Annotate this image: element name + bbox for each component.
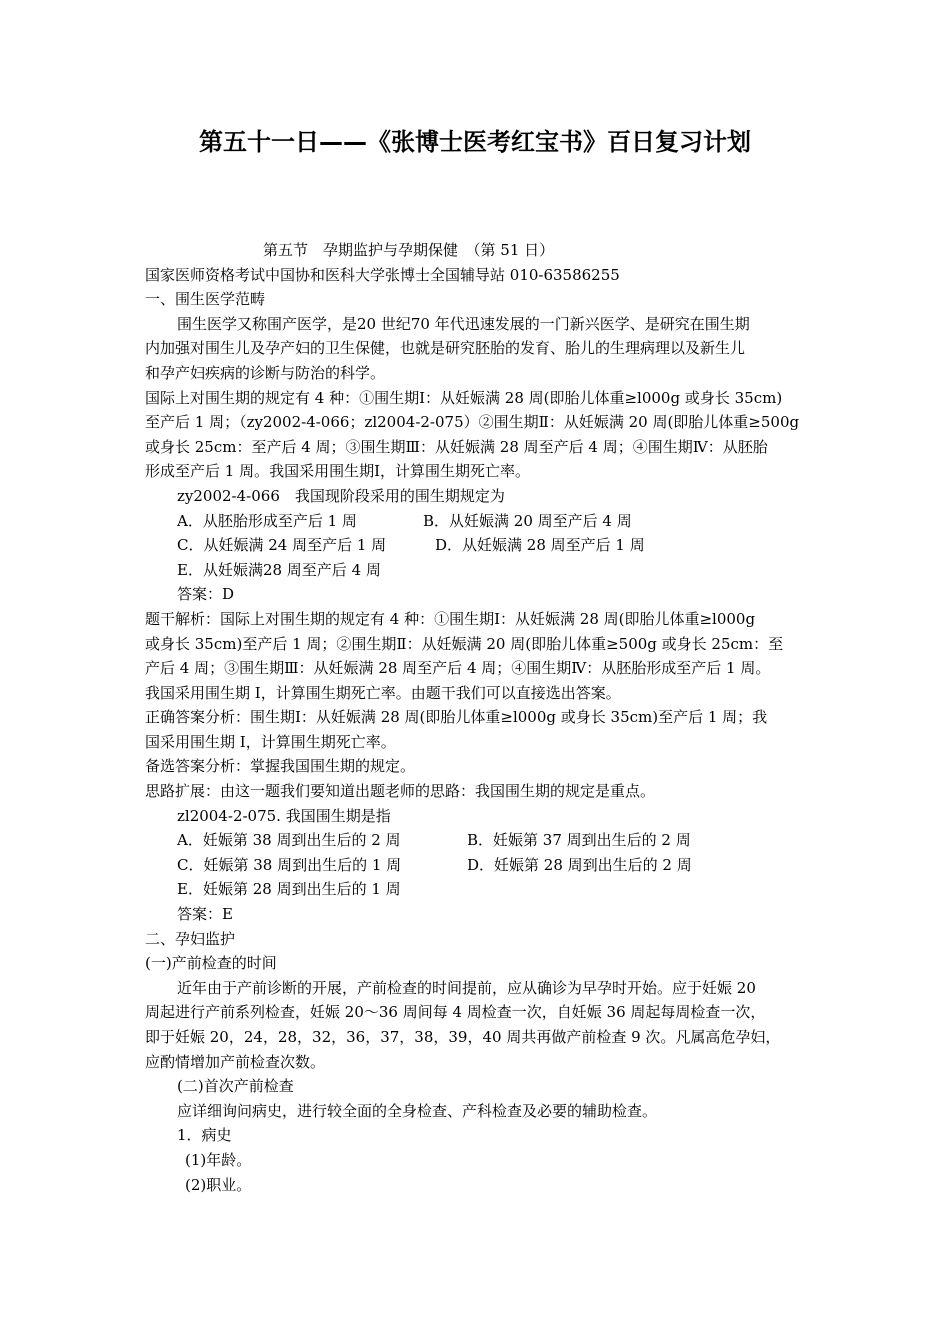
document-body — [145, 238, 808, 1197]
analysis-line: 思路扩展：由这一题我们要知道出题老师的思路：我国围生期的规定是重点。 — [145, 782, 656, 801]
definition-line: 形成至产后 1 周。我国采用围生期Ⅰ，计算围生期死亡率。 — [145, 462, 531, 481]
subsection-heading: (一)产前检查的时间 — [145, 954, 277, 973]
analysis-line: 备选答案分析：掌握我国围生期的规定。 — [145, 757, 416, 776]
page-title: 第五十一日——《张博士医考红宝书》百日复习计划 — [199, 128, 751, 156]
history-item: (2)职业。 — [185, 1175, 252, 1194]
analysis-line: 我国采用围生期 I，计算围生期死亡率。由题干我们可以直接选出答案。 — [145, 683, 621, 702]
question-1-answer: 答案：D — [177, 585, 235, 604]
question-1-stem: zy2002-4-066 我国现阶段采用的围生期规定为 — [177, 486, 505, 505]
intro-line: 内加强对围生儿及孕产妇的卫生保健，也就是研究胚胎的发育、胎儿的生理病理以及新生儿 — [145, 339, 746, 358]
definition-line: 至产后 1 周；（zy2002-4-066；zl2004-2-075）②围生期Ⅱ：从妊娠满 20 周(即胎儿体重≥500g — [145, 413, 800, 432]
timing-line: 近年由于产前诊断的开展，产前检查的时间提前，应从确诊为早孕时开始。应于妊娠 20 — [177, 978, 756, 997]
definition-line: 或身长 25cm：至产后 4 周；③围生期Ⅲ：从妊娠满 28 周至产后 4 周；④围生期Ⅳ：从胚胎 — [145, 437, 768, 456]
question-1-options-row — [145, 509, 808, 534]
question-2-options-row — [145, 853, 808, 878]
intro-line: 围生医学又称围产医学，是20 世纪70 年代迅速发展的一门新兴医学、是研究在围生期 — [177, 314, 750, 333]
part1-heading: 一、围生医学范畴 — [145, 290, 266, 309]
question-1-option-a: A．从胚胎形成至产后 1 周 — [177, 511, 357, 530]
question-2-option-b: B．妊娠第 37 周到出生后的 2 周 — [467, 831, 691, 850]
history-heading: 1．病史 — [177, 1126, 232, 1145]
analysis-line: 国采用围生期 I，计算围生期死亡率。 — [145, 732, 396, 751]
intro-line: 和孕产妇疾病的诊断与防治的科学。 — [145, 363, 386, 382]
question-1-option-e: E．从妊娠满28 周至产后 4 周 — [177, 560, 381, 579]
question-2-options-row — [145, 828, 808, 853]
history-item: (1)年龄。 — [185, 1150, 252, 1169]
question-2-option-e: E．妊娠第 28 周到出生后的 1 周 — [177, 880, 401, 899]
question-2-option-d: D．妊娠第 28 周到出生后的 2 周 — [467, 855, 692, 874]
analysis-line: 正确答案分析：围生期Ⅰ：从妊娠满 28 周(即胎儿体重≥l000g 或身长 35cm)至产后 1 周；我 — [145, 708, 768, 727]
source-line: 国家医师资格考试中国协和医科大学张博士全国辅导站 010-63586255 — [145, 265, 620, 284]
question-1-option-d: D．从妊娠满 28 周至产后 1 周 — [435, 536, 645, 555]
question-1-option-c: C．从妊娠满 24 周至产后 1 周 — [177, 536, 387, 555]
question-1-options-row — [145, 533, 808, 558]
analysis-line: 或身长 35cm)至产后 1 周；②围生期Ⅱ：从妊娠满 20 周(即胎儿体重≥500g 或身长 25cm：至 — [145, 634, 784, 653]
definition-line: 国际上对围生期的规定有 4 种：①围生期Ⅰ：从妊娠满 28 周(即胎儿体重≥l000g 或身长 35cm) — [145, 388, 783, 407]
question-1-option-b: B．从妊娠满 20 周至产后 4 周 — [423, 511, 632, 530]
question-2-answer: 答案：E — [177, 905, 233, 924]
question-2-stem: zl2004-2-075. 我国围生期是指 — [177, 806, 391, 825]
timing-line: 即于妊娠 20，24，28，32，36，37，38，39，40 周共再做产前检查 9 次。凡属高危孕妇， — [145, 1028, 781, 1046]
subsection-heading: (二)首次产前检查 — [177, 1077, 294, 1096]
section-heading: 第五节 孕期监护与孕期保健 （第 51 日） — [263, 241, 555, 259]
part2-heading: 二、孕妇监护 — [145, 929, 236, 948]
timing-line: 应酌情增加产前检查次数。 — [145, 1052, 326, 1071]
question-2-option-c: C．妊娠第 38 周到出生后的 1 周 — [177, 855, 402, 874]
question-2-option-a: A．妊娠第 38 周到出生后的 2 周 — [177, 831, 401, 850]
timing-line: 周起进行产前系列检查，妊娠 20～36 周间每 4 周检查一次，自妊娠 36 周起每周检查一次， — [145, 1003, 766, 1022]
analysis-line: 产后 4 周；③围生期Ⅲ：从妊娠满 28 周至产后 4 周；④围生期Ⅳ：从胚胎形成至产后 1 周。 — [145, 659, 771, 678]
analysis-line: 题干解析：国际上对围生期的规定有 4 种：①围生期Ⅰ：从妊娠满 28 周(即胎儿体重≥l000g — [145, 609, 756, 628]
subsection-text: 应详细询问病史，进行较全面的全身检查、产科检查及必要的辅助检查。 — [177, 1101, 658, 1120]
